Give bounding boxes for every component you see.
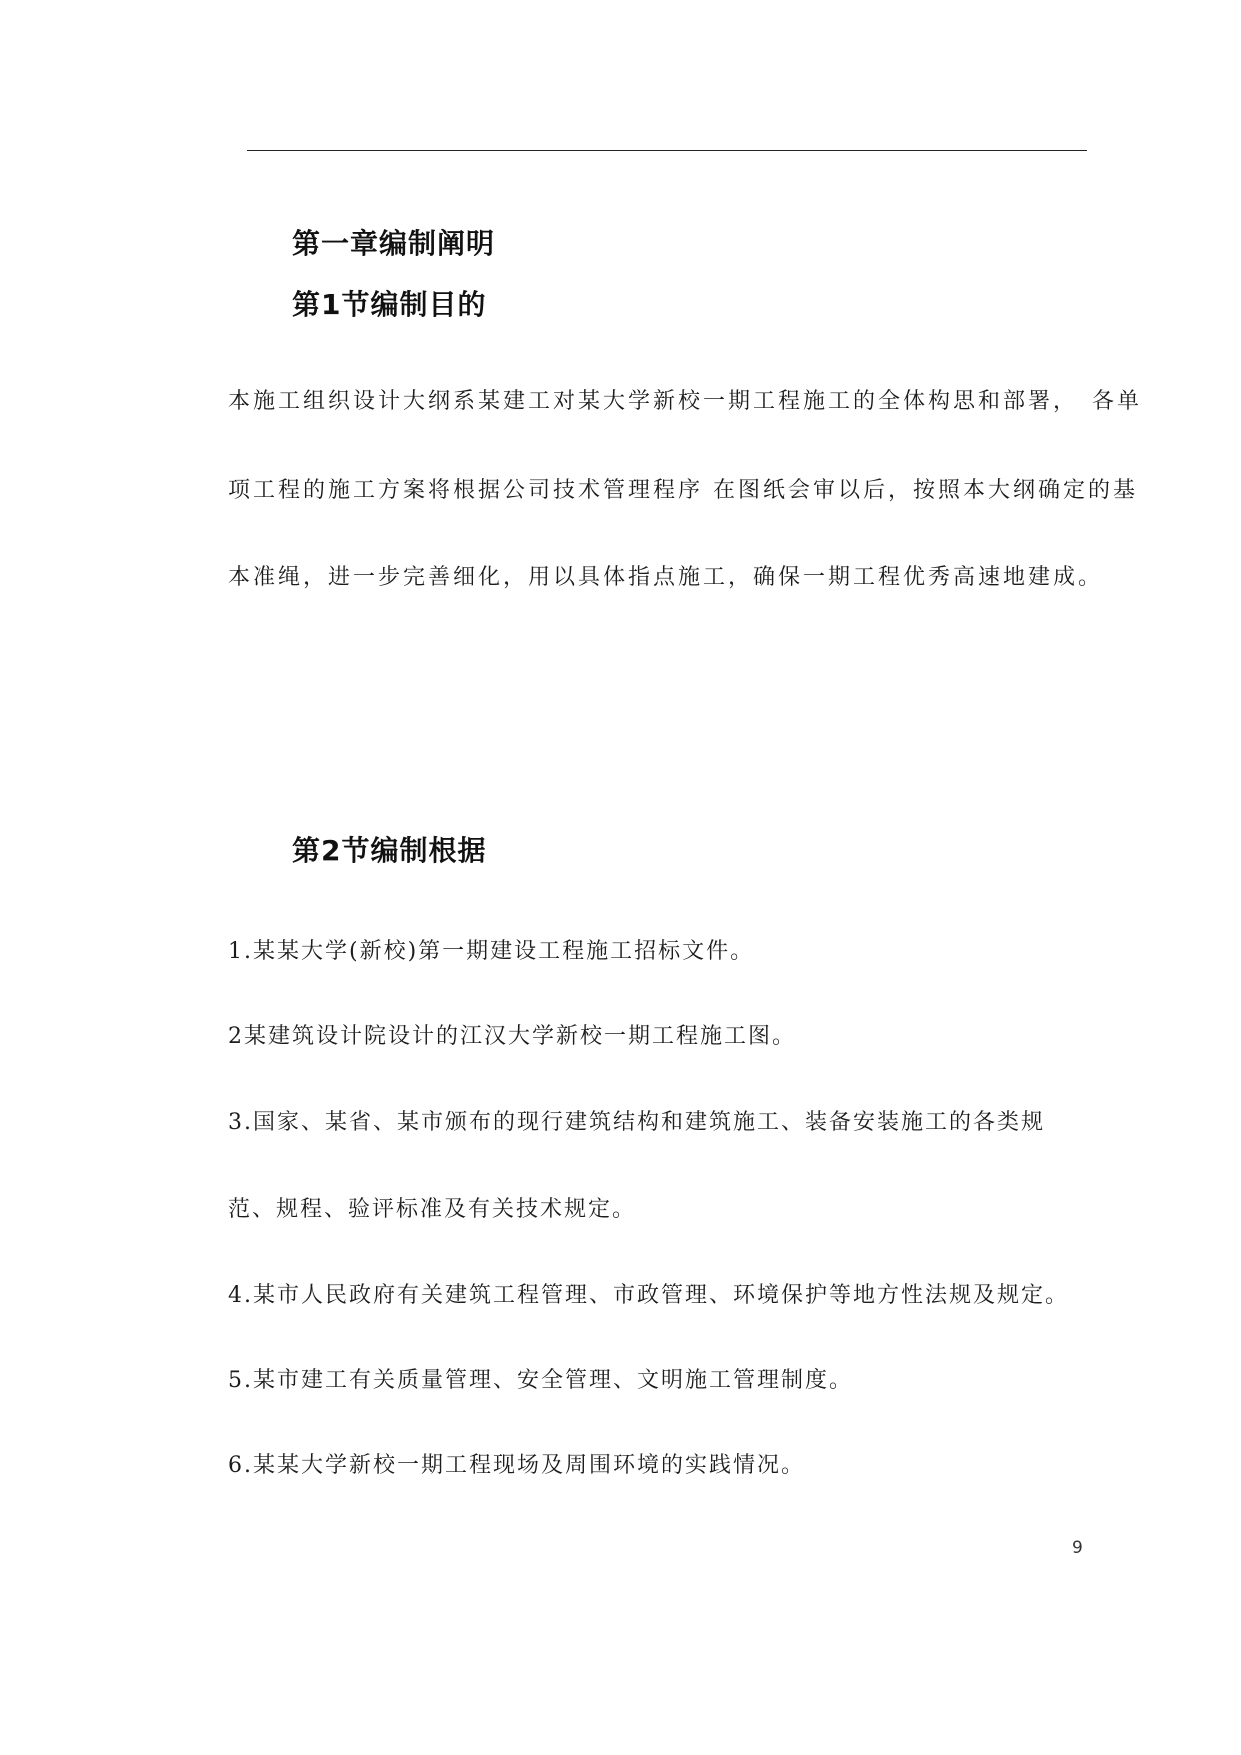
section-1-title: 第1节编制目的: [292, 288, 487, 321]
list-item-1: 1.某某大学(新校)第一期建设工程施工招标文件。: [228, 939, 755, 964]
header-rule: [247, 150, 1087, 151]
list-item-6: 6.某某大学新校一期工程现场及周围环境的实践情况。: [228, 1453, 805, 1478]
section-1-line-1: 本施工组织设计大纲系某建工对某大学新校一期工程施工的全体构思和部署， 各单: [228, 389, 1143, 414]
list-item-4: 4.某市人民政府有关建筑工程管理、市政管理、环境保护等地方性法规及规定。: [228, 1283, 1069, 1308]
chapter-title: 第一章编制阐明: [292, 227, 496, 260]
list-item-3-continued: 范、规程、验评标准及有关技术规定。: [228, 1197, 637, 1222]
list-item-3: 3.国家、某省、某市颁布的现行建筑结构和建筑施工、装备安装施工的各类规: [228, 1110, 1045, 1135]
section-1-line-3: 本准绳，进一步完善细化，用以具体指点施工，确保一期工程优秀高速地建成。: [228, 565, 1104, 590]
section-1-line-2: 项工程的施工方案将根据公司技术管理程序 在图纸会审以后，按照本大纲确定的基: [228, 478, 1138, 503]
section-2-title: 第2节编制根据: [292, 834, 487, 867]
page-number: 9: [1072, 1538, 1083, 1558]
list-item-2: 2某建筑设计院设计的江汉大学新校一期工程施工图。: [228, 1024, 796, 1049]
list-item-5: 5.某市建工有关质量管理、安全管理、文明施工管理制度。: [228, 1368, 853, 1393]
